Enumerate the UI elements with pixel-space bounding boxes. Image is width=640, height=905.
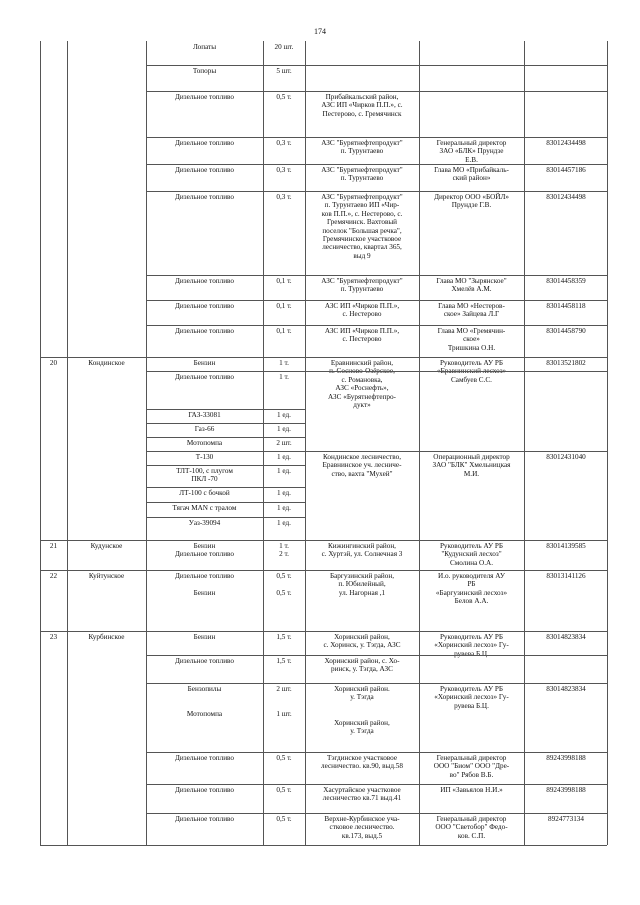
- cell-resource: Дизельное топливо: [174, 815, 235, 823]
- cell-phone: 83012434498: [546, 139, 586, 147]
- cell-place: Верхне-Курбинское уча- стковое лесничество. кв.173, выд.5: [324, 815, 400, 840]
- cell-qty: 1 ед.: [277, 504, 291, 512]
- cell-qty: 1 ед.: [277, 425, 291, 433]
- cell-phone: 83014823834: [546, 685, 586, 693]
- cell-person: Глава МО «Прибайкаль- ский район»: [434, 166, 509, 183]
- cell-qty: 0,5 т. 0,5 т.: [276, 572, 292, 597]
- row-divider: [146, 813, 607, 814]
- cell-person: И.о. руководителя АУ РБ «Баргузинский лесхоз» Белов А.А.: [435, 572, 508, 606]
- cell-resource: Бензин Дизельное топливо: [174, 542, 235, 559]
- cell-qty: 1 т.: [279, 359, 289, 367]
- row-divider: [146, 275, 607, 276]
- row-divider: [40, 540, 607, 541]
- row-divider: [40, 357, 607, 358]
- cell-phone: 89243998188: [546, 786, 586, 794]
- cell-place: АЗС ИП «Чирков П.П.», с. Пестерово: [324, 327, 400, 344]
- cell-qty: 1,5 т.: [276, 657, 292, 665]
- cell-place: АЗС "Бурятнефтепродукт" п. Турунтаево: [321, 166, 403, 183]
- row-divider: [146, 371, 607, 372]
- cell-qty: 0,5 т.: [276, 93, 292, 101]
- cell-qty: 1 ед.: [277, 411, 291, 419]
- cell-person: Глава МО «Гремячин- ское» Тришкина О.Н.: [437, 327, 506, 352]
- cell-place: Хоринский район, с. Хо- ринск, у. Тэгда, АЗС: [324, 657, 400, 674]
- cell-phone: 83014139585: [546, 542, 586, 550]
- cell-resource: ГАЗ-33081: [188, 411, 221, 419]
- cell-resource: ТЛТ-100, с плугом ПКЛ -70: [176, 467, 233, 484]
- table-border: [40, 41, 41, 845]
- row-divider: [146, 451, 607, 452]
- cell-person: Руководитель АУ РБ «Еравнинский лесхоз» Самбуев С.С.: [436, 359, 507, 384]
- row-divider: [146, 784, 607, 785]
- row-divider: [146, 191, 607, 192]
- row-divider: [146, 65, 607, 66]
- row-divider: [146, 437, 305, 438]
- cell-resource: Топоры: [192, 67, 217, 75]
- cell-qty: 1 ед.: [277, 489, 291, 497]
- row-divider: [146, 423, 305, 424]
- cell-district: Куйтунское: [88, 572, 125, 580]
- cell-person: ИП «Завьялов Н.И.»: [440, 786, 503, 794]
- column-divider: [419, 41, 420, 845]
- cell-resource: Т-130: [195, 453, 214, 461]
- cell-qty: 1 т.: [279, 373, 289, 381]
- cell-phone: 83014458359: [546, 277, 586, 285]
- cell-place: АЗС "Бурятнефтепродукт" п. Турунтаево ИП «Чир- ков П.П.», с. Нестерово, с. Гремячинск. Вахтовый поселок "Большая речка", Гремячинское участковое лесничество, квартал 365, выд 9: [321, 193, 403, 260]
- column-divider: [263, 41, 264, 845]
- cell-place: Хасуртайское участковое лесничество кв.71 выд.41: [322, 786, 402, 803]
- row-divider: [146, 655, 607, 656]
- cell-qty: 0,3 т.: [276, 193, 292, 201]
- cell-qty: 0,3 т.: [276, 166, 292, 174]
- table-border: [607, 41, 608, 845]
- row-divider: [146, 487, 305, 488]
- cell-phone: 83014458118: [546, 302, 586, 310]
- cell-qty: 2 шт. 1 шт.: [276, 685, 292, 719]
- cell-resource: Дизельное топливо: [174, 277, 235, 285]
- column-divider: [146, 41, 147, 845]
- cell-resource: Дизельное топливо: [174, 657, 235, 665]
- page-number: 174: [314, 27, 326, 36]
- cell-phone: 83014823834: [546, 633, 586, 641]
- cell-resource: ЛТ-100 с бочкой: [179, 489, 230, 497]
- cell-resource: Дизельное топливо: [174, 754, 235, 762]
- row-divider: [146, 409, 305, 410]
- cell-qty: 20 шт.: [274, 43, 294, 51]
- cell-resource: Газ-66: [194, 425, 215, 433]
- cell-qty: 0,1 т.: [276, 277, 292, 285]
- cell-place: Кижингинский район, с. Хуртэй, ул. Солнечная 3: [321, 542, 403, 559]
- cell-qty: 1 т. 2 т.: [279, 542, 289, 559]
- cell-person: Глава МО "Зырянское" Хмелёв А.М.: [436, 277, 507, 294]
- column-divider: [524, 41, 525, 845]
- cell-num: 22: [49, 572, 58, 580]
- row-divider: [146, 517, 305, 518]
- cell-resource: Дизельное топливо: [174, 373, 235, 381]
- cell-place: АЗС "Бурятнефтепродукт" п. Турунтаево: [321, 139, 403, 156]
- cell-person: Генеральный директор ООО "Светобор" Федо- ков. С.П.: [435, 815, 508, 840]
- cell-qty: 1 ед.: [277, 519, 291, 527]
- cell-qty: 0,5 т.: [276, 786, 292, 794]
- cell-person: Генеральный директор ЗАО «БЛК» Прундзе Е.В.: [436, 139, 507, 164]
- cell-place: Хоринский район, с. Хоринск, у. Тэгда, АЗС: [323, 633, 401, 650]
- resources-table: [40, 41, 608, 845]
- table-border: [40, 845, 607, 846]
- row-divider: [146, 325, 607, 326]
- cell-resource: Дизельное топливо: [174, 139, 235, 147]
- cell-qty: 1,5 т.: [276, 633, 292, 641]
- cell-phone: 89243998188: [546, 754, 586, 762]
- cell-place: АЗС "Бурятнефтепродукт" п. Турунтаево: [321, 277, 403, 294]
- cell-phone: 8924773134: [548, 815, 584, 823]
- cell-resource: Дизельное топливо: [174, 193, 235, 201]
- cell-person: Директор ООО «БОЙЛ» Прундзе Г.В.: [434, 193, 509, 210]
- cell-resource: Бензин: [193, 359, 216, 367]
- cell-place: АЗС ИП «Чирков П.П.», с. Нестерово: [324, 302, 400, 319]
- cell-place: Прибайкальский район, АЗС ИП «Чирков П.П.», с. Пестерово, с. Гремячинск: [321, 93, 403, 118]
- cell-place: Еравнинский район, п. Сосново-Озёрское, с. Романовка, АЗС «Роснефть», АЗС «Бурятнефтепро- дукт»: [328, 359, 396, 410]
- cell-qty: 0,5 т.: [276, 754, 292, 762]
- cell-qty: 5 шт.: [276, 67, 292, 75]
- cell-num: 20: [49, 359, 58, 367]
- cell-resource: Тягач MAN с тралом: [172, 504, 237, 512]
- cell-resource: Мотопомпа: [186, 439, 223, 447]
- cell-resource: Дизельное топливо: [174, 166, 235, 174]
- cell-num: 23: [49, 633, 58, 641]
- row-divider: [146, 502, 305, 503]
- cell-person: Генеральный директор ООО "Биом" ООО "Дре- во" Рябов В.Б.: [433, 754, 510, 779]
- column-divider: [305, 41, 306, 845]
- column-divider: [67, 41, 68, 845]
- cell-phone: 83013141126: [546, 572, 586, 580]
- cell-resource: Дизельное топливо: [174, 302, 235, 310]
- cell-place: Тэгдинское участковое лесничество. кв.90, выд.58: [320, 754, 403, 771]
- row-divider: [146, 91, 607, 92]
- row-divider: [146, 465, 305, 466]
- cell-phone: 83013521802: [546, 359, 586, 367]
- cell-district: Курбинское: [88, 633, 125, 641]
- cell-district: Кондинское: [88, 359, 125, 367]
- cell-resource: Дизельное топливо Бензин: [174, 572, 235, 597]
- row-divider: [146, 164, 607, 165]
- cell-qty: 1 ед.: [277, 453, 291, 461]
- cell-qty: 0,3 т.: [276, 139, 292, 147]
- cell-phone: 83014457186: [546, 166, 586, 174]
- cell-resource: Дизельное топливо: [174, 786, 235, 794]
- row-divider: [146, 752, 607, 753]
- row-divider: [146, 137, 607, 138]
- cell-person: Руководитель АУ РБ "Кудунский лесхоз" Смолина О.А.: [439, 542, 504, 567]
- cell-district: Кудунское: [90, 542, 123, 550]
- cell-place: Хоринский район. у. Тэгда Хоринский район, у. Тэгда: [334, 685, 390, 736]
- row-divider: [40, 631, 607, 632]
- cell-person: Операционный директор ЗАО "БЛК" Хмельницкая М.И.: [432, 453, 511, 478]
- cell-person: Руководитель АУ РБ «Хоринский лесхоз» Гу- рувева Б.Ц.: [434, 633, 509, 658]
- cell-qty: 0,1 т.: [276, 302, 292, 310]
- cell-resource: Дизельное топливо: [174, 93, 235, 101]
- cell-place: Баргузинский район, п. Юбилейный, ул. Нагорная ,1: [329, 572, 395, 597]
- cell-resource: Лопаты: [192, 43, 217, 51]
- row-divider: [146, 300, 607, 301]
- cell-qty: 0,5 т.: [276, 815, 292, 823]
- cell-resource: Дизельное топливо: [174, 327, 235, 335]
- cell-phone: 83012431040: [546, 453, 586, 461]
- cell-person: Глава МО «Нестеров- ское» Зайцева Л.Г: [438, 302, 505, 319]
- row-divider: [146, 683, 607, 684]
- cell-resource: Бензин: [193, 633, 216, 641]
- cell-num: 21: [49, 542, 58, 550]
- row-divider: [40, 570, 607, 571]
- cell-qty: 1 ед.: [277, 467, 291, 475]
- cell-phone: 83012434498: [546, 193, 586, 201]
- cell-person: Руководитель АУ РБ «Хоринский лесхоз» Гу- рувева Б.Ц.: [434, 685, 509, 710]
- cell-place: Кондинское лесничество, Еравнинское уч. лесниче- ство, вахта "Мухей": [322, 453, 402, 478]
- cell-resource: Бензопилы Мотопомпа: [186, 685, 223, 719]
- cell-phone: 83014458790: [546, 327, 586, 335]
- cell-qty: 0,1 т.: [276, 327, 292, 335]
- cell-resource: Уаз-39094: [188, 519, 221, 527]
- cell-qty: 2 шт.: [276, 439, 292, 447]
